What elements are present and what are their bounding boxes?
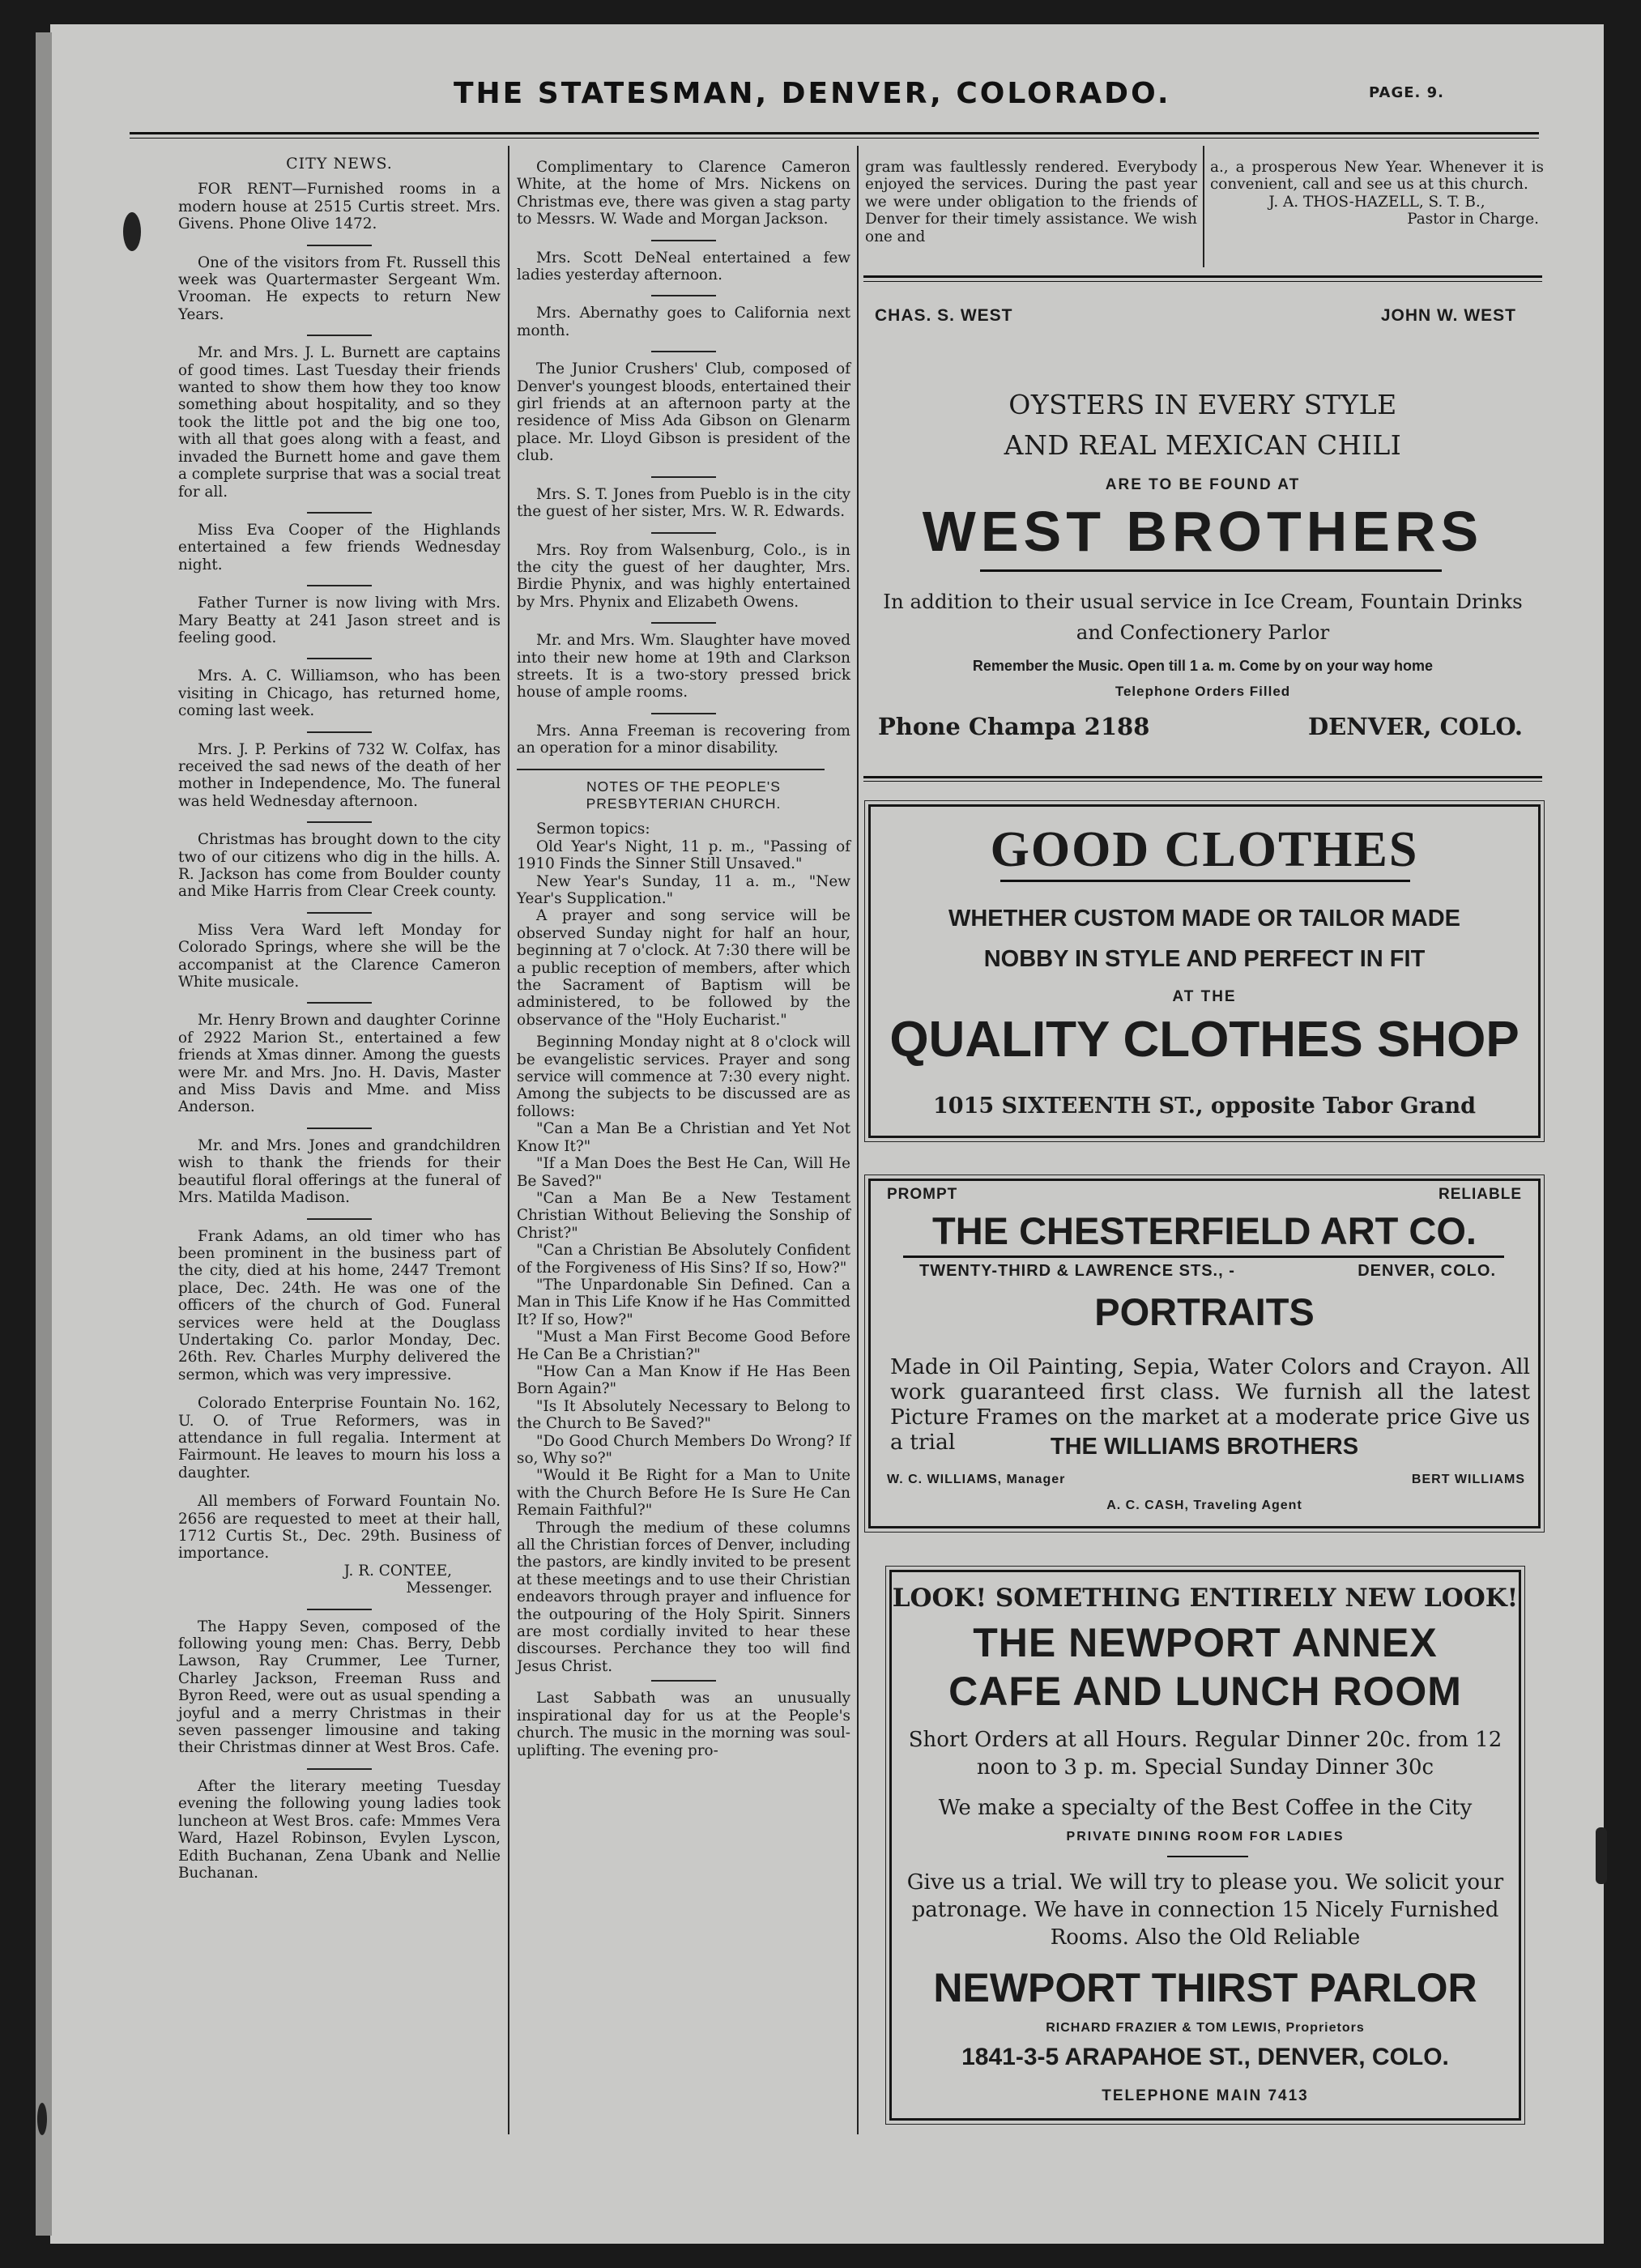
news-item: One of the visitors from Ft. Russell this week was Quartermaster Sergeant Wm. Vrooman. He expects to return New Years.: [178, 254, 501, 323]
separator: [307, 821, 372, 823]
church-note-continued: [865, 159, 1197, 257]
ad-tag-left: PROMPT: [887, 1186, 958, 1203]
ad-body: Give us a trial. We will try to please you. We solicit your patronage. We have in connection 15 Nicely Furnished Rooms. Also the Old Reliable: [906, 1870, 1504, 1950]
page-number: PAGE. 9.: [1369, 84, 1445, 101]
church-note: New Year's Sunday, 11 a. m., "New Year's Supplication.": [517, 872, 850, 907]
news-item: Mr. and Mrs. J. L. Burnett are captains of good times. Last Tuesday their friends wanted to show them how they too know something about hospitality, and so they took the little pot and the big one too, with all that goes along with a feast, and invaded the Burnett home and gave them a complete surprise that was a social treat for all.: [178, 344, 501, 501]
news-item: Miss Eva Cooper of the Highlands entertained a few friends Wednesday night.: [178, 521, 501, 573]
signature-title: Messenger.: [406, 1580, 492, 1597]
ad-line: ARE TO BE FOUND AT: [1105, 476, 1301, 493]
news-item: Mrs. A. C. Williamson, who has been visiting in Chicago, has returned home, coming last week.: [178, 667, 501, 720]
separator: [307, 335, 372, 336]
news-item: FOR RENT—Furnished rooms in a modern house at 2515 Curtis street. Mrs. Givens. Phone Olive 1472.: [178, 181, 501, 233]
ad-underline: [1000, 880, 1410, 882]
ad-address: 1015 SIXTEENTH ST., opposite Tabor Grand: [933, 1094, 1476, 1119]
column-rule: [857, 146, 859, 2134]
newport-annex-ad: [889, 1570, 1521, 2121]
ad-owners: THE WILLIAMS BROTHERS: [1050, 1434, 1359, 1460]
masthead: THE STATESMAN, DENVER, COLORADO.: [454, 77, 1171, 110]
ad-line: and Confectionery Parlor: [1076, 620, 1330, 644]
signature-name: J. R. CONTEE,: [343, 1562, 452, 1580]
sermon-subject: "Can a Man Be a Christian and Yet Not Know It?": [517, 1120, 850, 1155]
separator: [1167, 1856, 1248, 1857]
ad-headline: GOOD CLOTHES: [990, 822, 1419, 877]
news-item: Complimentary to Clarence Cameron White, at the home of Mrs. Nickens on Christmas eve, there was given a stag party to Messrs. W. Wade and Morgan Jackson.: [517, 159, 850, 228]
quality-clothes-ad: [868, 804, 1541, 1138]
church-note: gram was faultlessly rendered. Everybody enjoyed the services. During the past year we were under obligation to the friends of Denver for their timely assistance. We wish one and: [865, 159, 1197, 245]
news-item: Mr. and Mrs. Wm. Slaughter have moved into their new home at 19th and Clarkson streets. It is a two-story pressed brick house of ample rooms.: [517, 632, 850, 701]
news-item: Miss Vera Ward left Monday for Colorado Springs, where she will be the accompanist at the Clarence Cameron White musicale.: [178, 921, 501, 991]
church-note: Old Year's Night, 11 p. m., "Passing of 1910 Finds the Sinner Still Unsaved.": [517, 838, 850, 873]
church-notes-title: NOTES OF THE PEOPLE'S PRESBYTERIAN CHURCH.: [586, 778, 782, 812]
ad-business-subname: CAFE AND LUNCH ROOM: [948, 1669, 1462, 1714]
ad-line: Remember the Music. Open till 1 a. m. Come by on your way home: [972, 658, 1434, 674]
news-item: Mr. Henry Brown and daughter Corinne of 2922 Marion St., entertained a few friends at Xmas dinner. Among the guests were Mr. and Mrs. Jno. H. Davis, Master and Miss Davis and Mme. and Miss Anderson.: [178, 1012, 501, 1116]
news-item: After the literary meeting Tuesday evening the following young ladies took luncheon at West Bros. cafe: Mmmes Vera Ward, Hazel Robinson, Evylen Lyscon, Edith Buchanan, Zena Ubank and Nellie Buchanan.: [178, 1777, 501, 1882]
separator: [307, 245, 372, 246]
ad-line: LOOK! SOMETHING ENTIRELY NEW LOOK!: [892, 1584, 1519, 1613]
ink-blot: [1596, 1827, 1607, 1884]
west-brothers-ad: [867, 300, 1539, 770]
column-society: [517, 159, 850, 1771]
ad-rule: [863, 275, 1542, 278]
separator: [307, 658, 372, 659]
ad-agent: A. C. CASH, Traveling Agent: [1106, 1498, 1302, 1512]
separator: [307, 1768, 372, 1770]
header-rule-thin: [130, 138, 1539, 139]
sermon-subject: "Is It Absolutely Necessary to Belong to the Church to Be Saved?": [517, 1397, 850, 1433]
separator: [651, 713, 716, 714]
church-note: Last Sabbath was an unusually inspirational day for us at the People's church. The music in the morning was soul-uplifting. The evening pro-: [517, 1690, 850, 1759]
separator: [307, 1218, 372, 1220]
ad-city: DENVER, COLO.: [1307, 713, 1523, 740]
ad-line: WHETHER CUSTOM MADE OR TAILOR MADE: [948, 906, 1461, 932]
column-rule: [1203, 146, 1204, 267]
ad-body: Short Orders at all Hours. Regular Dinner 20c. from 12 noon to 3 p. m. Special Sunday Dinner 30c: [908, 1728, 1502, 1780]
church-note: a., a prosperous New Year. Whenever it is convenient, call and see us at this church.: [1210, 159, 1544, 194]
ad-owner-left: CHAS. S. WEST: [875, 306, 1013, 325]
separator: [307, 585, 372, 586]
separator: [651, 240, 716, 241]
news-item: All members of Forward Fountain No. 2656 are requested to meet at their hall, 1712 Curtis St., Dec. 29th. Business of importance.: [178, 1493, 501, 1562]
sermon-subject: "Can a Christian Be Absolutely Confident of the Forgiveness of His Sins? If so, How?": [517, 1242, 850, 1277]
ad-address: TWENTY-THIRD & LAWRENCE STS., -: [919, 1262, 1235, 1280]
news-item: Frank Adams, an old timer who has been prominent in the business part of the city, died at his home, 2447 Tremont place, Dec. 24th. He was one of the officers of the church of God. Funeral services were held at the Douglass Undertaking Co. parlor Monday, Dec. 26th. Rev. Charles Murphy delivered the sermon, which was very impressive.: [178, 1227, 501, 1383]
separator: [651, 476, 716, 478]
news-item: Mrs. Roy from Walsenburg, Colo., is in the city the guest of her daughter, Mrs. Birdie Phynix, and was highly entertained by Mrs. Phynix and Elizabeth Owens.: [517, 541, 850, 611]
ink-blot: [123, 212, 141, 251]
news-item: Christmas has brought down to the city two of our citizens who dig in the hills. A. R. Jackson has come from Boulder county and Mike Harris from Clear Creek county.: [178, 831, 501, 901]
ad-line: AT THE: [1172, 988, 1237, 1005]
ad-line: PRIVATE DINING ROOM FOR LADIES: [1066, 1830, 1345, 1844]
ad-business-name: NEWPORT THIRST PARLOR: [933, 1965, 1477, 2010]
ad-business-name: WEST BROTHERS: [922, 500, 1484, 563]
ad-headline: PORTRAITS: [1094, 1290, 1315, 1333]
sermon-subject: "Can a Man Be a New Testament Christian Without Believing the Sonship of Christ?": [517, 1189, 850, 1242]
church-note: Through the medium of these columns all the Christian forces of Denver, including the pastors, are kindly invited to be present at these meetings and to use their Christian endeavors through prayer and influence for the outpouring of the Holy Spirit. Sinners are most cordially invited to hear these discourses. Perchance they too will find Jesus Christ.: [517, 1519, 850, 1675]
separator: [307, 1002, 372, 1004]
ad-business-name: THE CHESTERFIELD ART CO.: [932, 1209, 1477, 1252]
news-item: The Junior Crushers' Club, composed of Denver's youngest bloods, entertained their girl friends at an afternoon party at the residence of Miss Ada Gibson on Glenarm place. Mr. Lloyd Gibson is president of the club.: [517, 360, 850, 465]
ad-manager: W. C. WILLIAMS, Manager: [887, 1473, 1066, 1486]
ad-line: NOBBY IN STYLE AND PERFECT IN FIT: [983, 946, 1426, 972]
column-city-news: [178, 154, 501, 1893]
sermon-subject: "Do Good Church Members Do Wrong? If so, Why so?": [517, 1432, 850, 1467]
news-item: Mrs. S. T. Jones from Pueblo is in the city the guest of her sister, Mrs. W. R. Edwards.: [517, 485, 850, 521]
church-note: A prayer and song service will be observed Sunday night for half an hour, beginning at 7 o'clock. At 7:30 there will be a public reception of members, after which the Sacrament of Baptism will be administered, to be followed by the observance of the "Holy Eucharist.": [517, 907, 850, 1029]
ad-line: Telephone Orders Filled: [1115, 684, 1291, 699]
separator: [651, 622, 716, 624]
separator: [307, 912, 372, 914]
sermon-subject: "The Unpardonable Sin Defined. Can a Man in This Life Know if he Has Committed It? If so, How?": [517, 1276, 850, 1328]
ad-underline: [903, 1256, 1504, 1258]
chesterfield-art-ad: [868, 1179, 1541, 1528]
section-title: CITY NEWS.: [286, 155, 393, 173]
ad-proprietors: RICHARD FRAZIER & TOM LEWIS, Proprietors: [1046, 2021, 1365, 2035]
header-rule: [130, 132, 1539, 134]
ad-body: Made in Oil Painting, Sepia, Water Colors and Crayon. All work guaranteed first class. We furnish all the latest Picture Frames on the market at a moderate price Give us a trial: [890, 1354, 1530, 1455]
separator: [651, 295, 716, 296]
separator: [307, 1609, 372, 1610]
ad-business-name: QUALITY CLOTHES SHOP: [889, 1012, 1520, 1068]
ad-underline: [980, 569, 1442, 572]
news-item: The Happy Seven, composed of the following young men: Chas. Berry, Debb Lawson, Ray Crummer, Lee Turner, Charley Jackson, Freeman Russ and Byron Reed, were out as usual spending a joyful and a merry Christmas in their seven passenger limousine and taking their Christmas dinner at West Bros. Cafe.: [178, 1618, 501, 1757]
news-item: Mr. and Mrs. Jones and grandchildren wish to thank the friends for their beautiful floral offerings at the funeral of Mrs. Matilda Madison.: [178, 1136, 501, 1207]
ad-business-name: THE NEWPORT ANNEX: [973, 1620, 1438, 1665]
church-note: Beginning Monday night at 8 o'clock will be evangelistic services. Prayer and song service will commence at 7:30 every night. Among the subjects to be discussed are as follows:: [517, 1034, 850, 1120]
section-rule: [517, 769, 825, 770]
news-item: Mrs. Anna Freeman is recovering from an operation for a minor disability.: [517, 722, 850, 757]
ad-phone: TELEPHONE MAIN 7413: [1102, 2087, 1309, 2104]
church-closing: [1210, 159, 1544, 240]
ad-line: In addition to their usual service in Ice Cream, Fountain Drinks: [883, 590, 1523, 613]
church-note: Sermon topics:: [536, 821, 650, 838]
sermon-subject: "How Can a Man Know if He Has Been Born Again?": [517, 1362, 850, 1398]
ad-line: OYSTERS IN EVERY STYLE: [1008, 389, 1397, 420]
separator: [651, 351, 716, 352]
sermon-subject: "Would it Be Right for a Man to Unite with the Church Before He Is Sure He Can Remain Faithful?": [517, 1467, 850, 1520]
ad-rule: [863, 281, 1542, 282]
ad-body: We make a specialty of the Best Coffee in the City: [938, 1796, 1473, 1820]
ad-line: AND REAL MEXICAN CHILI: [1004, 429, 1402, 461]
sermon-subject: "Must a Man First Become Good Before He Can Be a Christian?": [517, 1328, 850, 1363]
pastor-name: J. A. THOS-HAZELL, S. T. B.,: [1268, 193, 1485, 211]
news-item: Mrs. J. P. Perkins of 732 W. Colfax, has received the sad news of the death of her mother in Independence, Mo. The funeral was held Wednesday afternoon.: [178, 740, 501, 810]
ad-address: 1841-3-5 ARAPAHOE ST., DENVER, COLO.: [961, 2044, 1449, 2070]
ad-partner: BERT WILLIAMS: [1411, 1473, 1525, 1486]
column-rule: [508, 146, 509, 2134]
separator: [307, 731, 372, 733]
news-item: Colorado Enterprise Fountain No. 162, U. O. of True Reformers, was in attendance in full regalia. Interment at Fairmount. He leaves to mourn his loss a daughter.: [178, 1395, 501, 1481]
ad-tag-right: RELIABLE: [1439, 1186, 1522, 1203]
news-item: Mrs. Scott DeNeal entertained a few ladies yesterday afternoon.: [517, 249, 850, 284]
separator: [307, 1128, 372, 1129]
sermon-subject: "If a Man Does the Best He Can, Will He Be Saved?": [517, 1155, 850, 1190]
separator: [307, 512, 372, 514]
ad-rule: [863, 776, 1542, 778]
ad-owner-right: JOHN W. WEST: [1380, 306, 1516, 325]
news-item: Father Turner is now living with Mrs. Mary Beatty at 241 Jason street and is feeling good.: [178, 595, 501, 646]
separator: [651, 532, 716, 534]
news-item: Mrs. Abernathy goes to California next month.: [517, 305, 850, 339]
pastor-title: Pastor in Charge.: [1407, 211, 1539, 228]
ad-city: DENVER, COLO.: [1358, 1262, 1496, 1280]
ad-phone: Phone Champa 2188: [878, 713, 1150, 740]
separator: [651, 1680, 716, 1682]
ad-rule: [863, 781, 1542, 782]
ink-blot: [37, 2103, 47, 2135]
